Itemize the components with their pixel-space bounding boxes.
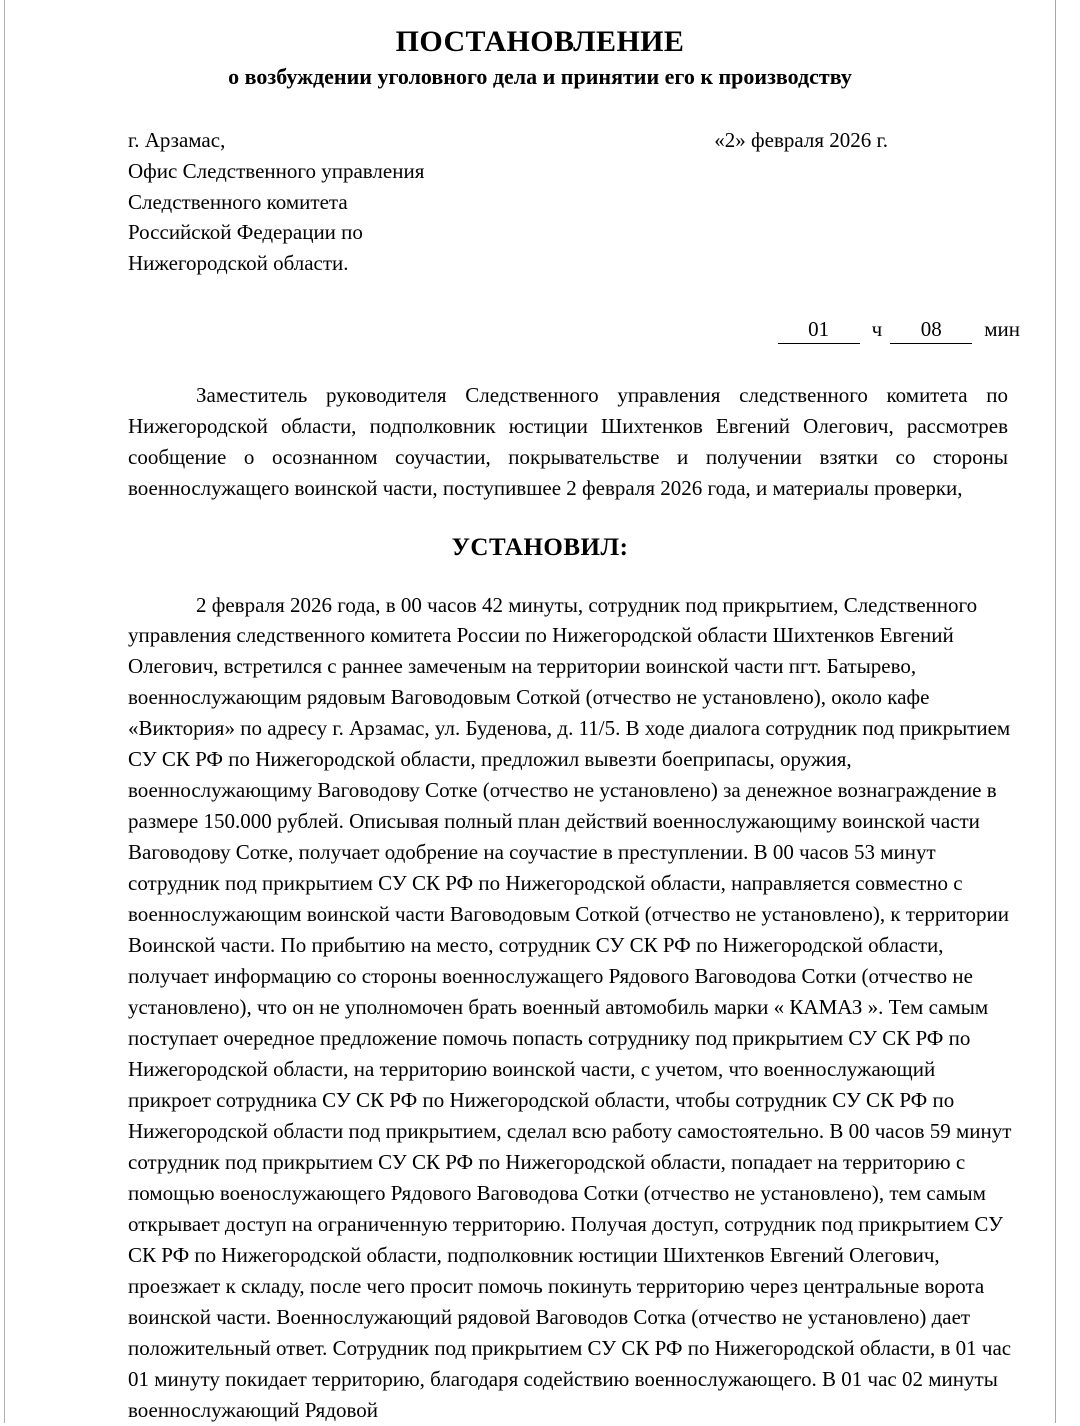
time-stamp-row — [0, 317, 1080, 344]
city-label: г. Арзамас, — [128, 127, 226, 152]
section-heading-ustanovil: УСТАНОВИЛ: — [451, 533, 629, 561]
office-line-2: Следственного комитета — [128, 189, 348, 214]
intro-paragraph: Заместитель руководителя Следственного управления следственного комитета по Нижегородской области, подполковник юстиции Шихтенков Евгений Олегович, рассмотрев сообщение о осознанном соучастии, покрывательстве и получении взятки со стороны военнослужащего воинской части, поступившее 2 февраля 2026 года, и материалы проверки, — [128, 383, 1008, 500]
page-subtitle: о возбуждении уголовного дела и принятии его к производству — [228, 64, 852, 90]
body-narrative: 2 февраля 2026 года, в 00 часов 42 минуты, сотрудник под прикрытием, Следственного управления следственного комитета России по Нижегородской области Шихтенков Евгений Олегович, встретился с раннее замеченым на территории воинской части пгт. Батырево, военнослужающим рядовым Ваговодовым Соткой (отчество не установлено), около кафе «Виктория» по адресу г. Арзамас, ул. Буденова, д. 11/5. В ходе диалога сотрудник под прикрытием СУ СК РФ по Нижегородской области, предложил вывезти боеприпасы, оружия, военнослужающиму Ваговодову Сотке (отчество не установлено) за денежное вознаграждение в размере 150.000 рублей. Описывая полный план действий военнослужающиму воинской части Ваговодову Сотке, получает одобрение на соучастие в преступлении. В 00 часов 53 минут сотрудник под прикрытием СУ СК РФ по Нижегородской области, направляется совместно с военнослужающим воинской части Ваговодовым Соткой (отчество не установлено), к территории Воинской части. По прибытию на место, сотрудник СУ СК РФ по Нижегородской области, получает информацию со стороны военнослужащего Рядового Ваговодова Сотки (отчество не установлено), что он не уполномочен брать военный автомобиль марки « КАМАЗ ». Тем самым поступает очередное предложение помочь попасть сотруднику под прикрытием СУ СК РФ по Нижегородской области, на территорию воинской части, с учетом, что военнослужающий прикроет сотрудника СУ СК РФ по Нижегородской области, чтобы сотрудник СУ СК РФ по Нижегородской области под прикрытием, сделал всю работу самостоятельно. В 00 часов 59 минут сотрудник под прикрытием СУ СК РФ по Нижегородской области, попадает на территорию с помощью военослужающего Рядового Ваговодова Сотки (отчество не установлено), тем самым открывает доступ на ограниченную территорию. Получая доступ, сотрудник под прикрытием СУ СК РФ по Нижегородской области, подполковник юстиции Шихтенков Евгений Олегович, проезжает к складу, после чего просит помочь покинуть территорию через центральные ворота воинской части. Военнослужающий рядовой Ваговодов Сотка (отчество не установлено) дает положительный ответ. Сотрудник под прикрытием СУ СК РФ по Нижегородской области, в 01 час 01 минуту покидает территорию, благодаря содействию военнослужающего. В 01 час 02 минуты военнослужающий Рядовой — [128, 592, 1012, 1422]
minutes-unit-label: мин — [984, 317, 1020, 342]
page-title: ПОСТАНОВЛЕНИЕ — [395, 25, 685, 58]
office-line-1: Офис Следственного управления — [128, 158, 425, 183]
document-date: «2» февраля 2026 г. — [714, 127, 888, 152]
hours-field[interactable]: 01 — [778, 317, 860, 344]
office-line-3: Российской Федерации по — [128, 220, 363, 245]
office-line-4: Нижегородской области. — [128, 251, 349, 276]
city-date-row — [128, 125, 1008, 156]
header-meta-block — [0, 125, 1080, 279]
hours-unit-label: ч — [871, 317, 883, 342]
minutes-field[interactable]: 08 — [890, 317, 972, 344]
title-block — [0, 24, 1080, 91]
